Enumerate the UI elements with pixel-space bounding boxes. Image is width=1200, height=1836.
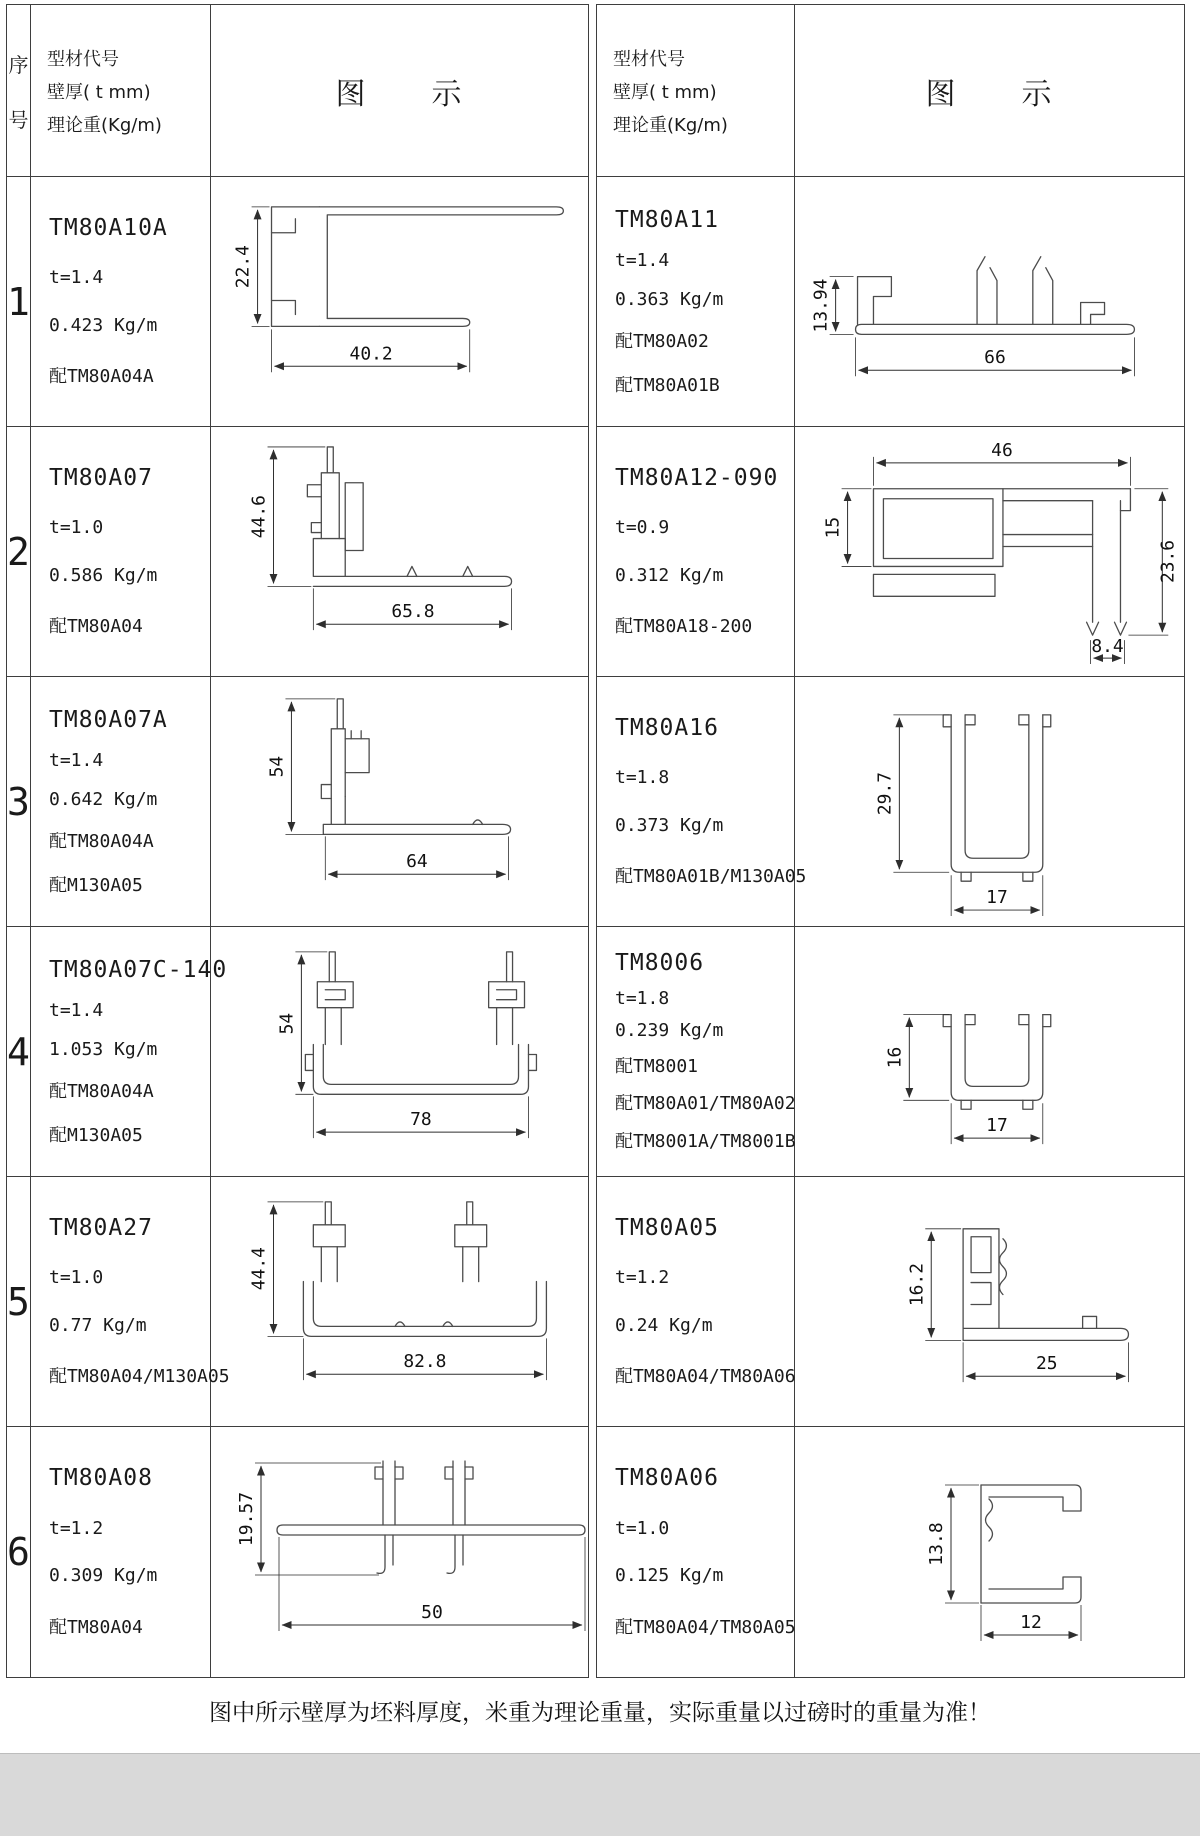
page-edge-strip xyxy=(0,1753,1200,1836)
profile-drawing-TM80A07A xyxy=(211,677,588,926)
profile-code: TM80A07C-140 xyxy=(49,956,228,983)
header-seq-char-1: 序 xyxy=(8,52,29,77)
profile-drawing-TM80A07C-140 xyxy=(211,927,588,1176)
profile-info-TM8006 xyxy=(597,927,795,1177)
spec-line: 配TM80A04 xyxy=(49,1616,143,1638)
spec-line: 0.586 Kg/m xyxy=(49,564,158,586)
dim-label-height: 16.2 xyxy=(906,1263,928,1307)
diagram-cell-TM80A11 xyxy=(795,177,1184,427)
profile-drawing-TM8006 xyxy=(795,927,1184,1176)
dim-label-height: 13.8 xyxy=(926,1522,947,1566)
dim-label-width: 65.8 xyxy=(391,601,435,623)
spec-line: 配TM80A04/M130A05 xyxy=(49,1365,230,1387)
spec-line: t=1.8 xyxy=(615,987,670,1009)
header-info-line: 壁厚( t mm) xyxy=(613,81,717,103)
spec-line: 0.309 Kg/m xyxy=(49,1565,158,1587)
profile-drawing-TM80A16 xyxy=(795,677,1184,926)
dim-label-width: 50 xyxy=(421,1602,443,1623)
diagram-cell-TM80A07A xyxy=(211,677,588,927)
spec-line: 配TM80A18-200 xyxy=(615,615,753,637)
diagram-cell-TM8006 xyxy=(795,927,1184,1177)
spec-line: 配TM80A04/TM80A06 xyxy=(615,1365,796,1387)
dim-label-width: 12 xyxy=(1020,1612,1042,1633)
diagram-cell-TM80A10A xyxy=(211,177,588,427)
profile-code: TM80A27 xyxy=(49,1215,153,1242)
dim-label-right-height: 23.6 xyxy=(1157,539,1179,584)
header-info-line: 理论重(Kg/m) xyxy=(47,114,162,136)
diagram-cell-TM80A16 xyxy=(795,677,1184,927)
profile-table xyxy=(6,4,1185,1678)
spec-line: 配TM80A04A xyxy=(49,365,154,387)
profile-drawing-TM80A08 xyxy=(211,1427,588,1677)
spec-line: t=0.9 xyxy=(615,517,670,539)
spec-line: 配TM80A01/TM80A02 xyxy=(615,1093,796,1115)
spec-line: t=1.0 xyxy=(615,1517,670,1539)
profile-info-TM80A16 xyxy=(597,677,807,927)
profile-code: TM80A06 xyxy=(615,1465,719,1492)
profile-code: TM80A11 xyxy=(615,206,719,233)
spec-line: 配TM8001A/TM8001B xyxy=(615,1130,796,1152)
profile-info-TM80A10A xyxy=(31,177,211,427)
dim-label-width: 17 xyxy=(986,887,1008,909)
spec-line: 0.642 Kg/m xyxy=(49,788,158,810)
profile-info-TM80A07A xyxy=(31,677,211,927)
profile-info-TM80A08 xyxy=(31,1427,211,1677)
spec-line: t=1.0 xyxy=(49,1267,104,1289)
profile-info-TM80A07 xyxy=(31,427,211,677)
diagram-cell-TM80A27 xyxy=(211,1177,588,1427)
spec-line: 0.125 Kg/m xyxy=(615,1565,724,1587)
footer-note: 图中所示壁厚为坯料厚度，米重为理论重量，实际重量以过磅时的重量为准！ xyxy=(209,1700,991,1726)
profile-info-TM80A11 xyxy=(597,177,795,427)
dim-label-width: 25 xyxy=(1035,1353,1058,1375)
header-info-line: 理论重(Kg/m) xyxy=(613,114,728,136)
spec-line: t=1.2 xyxy=(49,1517,104,1539)
spec-line: 1.053 Kg/m xyxy=(49,1038,158,1060)
profile-code: TM80A10A xyxy=(49,215,168,242)
spec-line: t=1.2 xyxy=(615,1267,670,1289)
header-info-line: 型材代号 xyxy=(613,48,685,70)
spec-line: t=1.4 xyxy=(49,750,104,771)
diagram-cell-TM80A05 xyxy=(795,1177,1184,1427)
row-seq-3: 3 xyxy=(7,677,31,927)
spec-line: 0.312 Kg/m xyxy=(615,564,724,586)
table-right-half xyxy=(596,4,1185,1678)
diagram-cell-TM80A06 xyxy=(795,1427,1184,1677)
spec-line: 配TM80A01B/M130A05 xyxy=(615,865,807,887)
dim-label-height: 19.57 xyxy=(236,1491,257,1547)
profile-code: TM80A07A xyxy=(49,706,168,733)
profile-code: TM80A05 xyxy=(615,1215,719,1242)
profile-info-TM80A05 xyxy=(597,1177,795,1427)
header-seq-column xyxy=(7,5,31,177)
dim-label-height: 54 xyxy=(276,1012,298,1035)
spec-line: t=1.8 xyxy=(615,767,670,789)
spec-line: 配M130A05 xyxy=(49,874,143,896)
profile-info-TM80A07C-140 xyxy=(31,927,228,1177)
profile-info-TM80A27 xyxy=(31,1177,230,1427)
spec-line: 配TM8001 xyxy=(615,1056,699,1078)
profile-code: TM80A12-090 xyxy=(615,465,779,492)
profile-code: TM80A16 xyxy=(615,715,719,742)
dim-label-width: 40.2 xyxy=(349,343,393,365)
spec-line: 0.77 Kg/m xyxy=(49,1314,147,1336)
header-diagram-right xyxy=(795,5,1184,177)
dim-label-width: 82.8 xyxy=(403,1351,447,1373)
spec-line: 0.24 Kg/m xyxy=(615,1314,713,1336)
header-info-right xyxy=(597,5,795,177)
spec-line: 配TM80A04A xyxy=(49,831,154,852)
header-diagram-left xyxy=(211,5,588,177)
spec-line: 0.423 Kg/m xyxy=(49,314,158,336)
dim-label-top-width: 46 xyxy=(991,439,1013,461)
dim-label-width: 78 xyxy=(410,1109,432,1131)
dim-label-height: 16 xyxy=(884,1046,906,1069)
diagram-cell-TM80A12-090 xyxy=(795,427,1184,677)
spec-line: 配TM80A01B xyxy=(615,374,720,396)
spec-line: t=1.4 xyxy=(49,1000,104,1021)
row-seq-2: 2 xyxy=(7,427,31,677)
profile-drawing-TM80A05 xyxy=(795,1177,1184,1426)
profile-drawing-TM80A07 xyxy=(211,427,588,676)
diagram-header-label: 图 示 xyxy=(335,76,464,112)
dim-label-width: 64 xyxy=(406,851,428,873)
spec-line: 配M130A05 xyxy=(49,1124,143,1146)
row-seq-1: 1 xyxy=(7,177,31,427)
diagram-cell-TM80A07 xyxy=(211,427,588,677)
dim-label-height: 29.7 xyxy=(874,771,896,816)
spec-line: 配TM80A04 xyxy=(49,615,143,637)
profile-drawing-TM80A10A xyxy=(211,177,588,426)
row-seq-4: 4 xyxy=(7,927,31,1177)
profile-drawing-TM80A27 xyxy=(211,1177,588,1426)
dim-label-height: 44.6 xyxy=(248,495,270,539)
spec-line: t=1.4 xyxy=(49,267,104,289)
header-info-line: 壁厚( t mm) xyxy=(47,81,151,103)
diagram-cell-TM80A08 xyxy=(211,1427,588,1677)
spec-line: 0.373 Kg/m xyxy=(615,814,724,836)
header-seq-char-2: 号 xyxy=(8,107,29,132)
dim-label-left-height: 15 xyxy=(822,516,844,539)
spec-line: 0.363 Kg/m xyxy=(615,288,724,310)
spec-line: 配TM80A04/TM80A05 xyxy=(615,1616,796,1638)
profile-code: TM80A07 xyxy=(49,465,153,492)
spec-line: 配TM80A02 xyxy=(615,331,709,352)
dim-label-bottom-width: 8.4 xyxy=(1091,636,1124,658)
profile-info-TM80A12-090 xyxy=(597,427,795,677)
dim-label-width: 66 xyxy=(984,347,1006,369)
spec-line: 配TM80A04A xyxy=(49,1081,154,1102)
table-left-half xyxy=(6,4,589,1678)
profile-drawing-TM80A06 xyxy=(795,1427,1184,1677)
profile-drawing-TM80A12-090 xyxy=(795,427,1184,676)
spec-line: 0.239 Kg/m xyxy=(615,1019,724,1041)
profile-code: TM8006 xyxy=(615,950,705,977)
row-seq-5: 5 xyxy=(7,1177,31,1427)
header-info-left xyxy=(31,5,211,177)
diagram-cell-TM80A07C-140 xyxy=(211,927,588,1177)
profile-info-TM80A06 xyxy=(597,1427,795,1677)
diagram-header-label: 图 示 xyxy=(925,76,1054,112)
spec-line: t=1.4 xyxy=(615,250,670,271)
dim-label-height: 13.94 xyxy=(810,278,832,333)
row-seq-6: 6 xyxy=(7,1427,31,1677)
dim-label-height: 54 xyxy=(266,755,288,778)
dim-label-height: 44.4 xyxy=(248,1247,270,1291)
dim-label-height: 22.4 xyxy=(232,245,254,289)
header-info-line: 型材代号 xyxy=(47,48,119,70)
profile-drawing-TM80A11 xyxy=(795,177,1184,426)
profile-code: TM80A08 xyxy=(49,1465,153,1492)
spec-line: t=1.0 xyxy=(49,517,104,539)
dim-label-width: 17 xyxy=(986,1115,1008,1137)
